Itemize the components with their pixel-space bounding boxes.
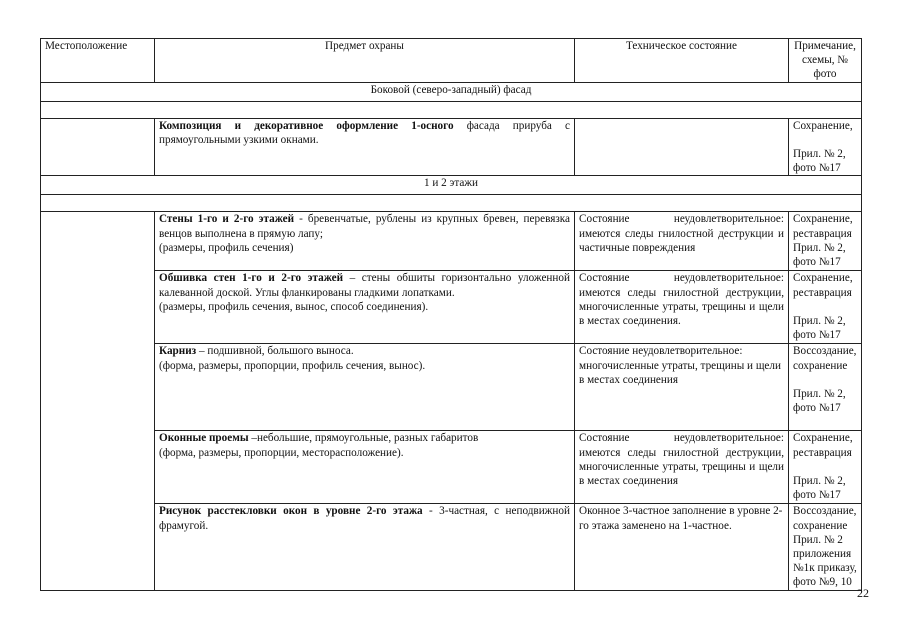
subject-text: - бревенчатые, рублены из крупных бревен, перевязка венцов выполнена в прямую лапу; (размеры, профиль сечения): [159, 213, 570, 254]
header-note: Примечание, схемы, № фото: [789, 39, 862, 83]
table-row: [41, 344, 862, 431]
row-location: [41, 212, 155, 590]
header-location: Местоположение: [41, 39, 155, 83]
subject-title: Композиция и декоративное оформление 1-осного: [159, 119, 454, 132]
row-note: Воссоздание, сохранение Прил. № 2, фото №17: [789, 344, 862, 431]
section-row-floors: [41, 176, 862, 195]
row-note: Сохранение, Прил. № 2, фото №17: [789, 118, 862, 176]
table-header-row: [41, 39, 862, 83]
row-subject: [155, 271, 575, 344]
row-condition: Состояние неудовлетворительное: многочисленные утраты, трещины и щели в местах соединения: [575, 344, 789, 431]
table-row: [41, 118, 862, 176]
spacer-row: [41, 101, 862, 118]
subject-title: Рисунок расстекловки окон в уровне 2-го этажа: [159, 505, 423, 518]
header-subject: Предмет охраны: [155, 39, 575, 83]
subject-text: – стены обшиты горизонтально уложенной калеванной доской. Углы фланкированы гладкими лопатками. (размеры, профиль сечения, вынос, способ соединения).: [159, 272, 570, 313]
subject-title: Оконные проемы: [159, 432, 249, 445]
row-condition: Оконное 3-частное заполнение в уровне 2-го этажа заменено на 1-частное.: [575, 504, 789, 590]
row-note: Сохранение, реставрация Прил. № 2, фото №17: [789, 271, 862, 344]
row-subject: [155, 212, 575, 271]
row-subject: [155, 504, 575, 590]
row-subject: [155, 344, 575, 431]
section-title-floors: 1 и 2 этажи: [41, 176, 862, 195]
table-row: [41, 431, 862, 504]
row-subject: [155, 431, 575, 504]
page-number: 22: [857, 586, 869, 600]
row-condition: [575, 118, 789, 176]
subject-text: –небольшие, прямоугольные, разных габаритов (форма, размеры, пропорции, месторасположение).: [159, 432, 479, 459]
subject-text: – подшивной, большого выноса. (форма, размеры, пропорции, профиль сечения, вынос).: [159, 345, 426, 372]
row-location: [41, 118, 155, 176]
row-note: Сохранение, реставрация Прил. № 2, фото №17: [789, 431, 862, 504]
header-condition: Техническое состояние: [575, 39, 789, 83]
heritage-protection-table: [40, 38, 862, 591]
row-note: Воссоздание, сохранение Прил. № 2 приложения №1к приказу, фото №9, 10: [789, 504, 862, 590]
row-condition: Состояние неудовлетворительное: имеются следы гнилостной деструкции и частичные повреждения: [575, 212, 789, 271]
subject-title: Карниз: [159, 345, 197, 358]
subject-text: - 3-частная, с неподвижной фрамугой.: [159, 505, 570, 532]
subject-title: Стены 1-го и 2-го этажей: [159, 213, 295, 226]
table-row: [41, 504, 862, 590]
row-subject: [155, 118, 575, 176]
table-row: [41, 212, 862, 271]
section-title-facade: Боковой (северо-западный) фасад: [41, 82, 862, 101]
subject-text: фасада прируба с прямоугольными узкими окнами.: [159, 119, 570, 146]
row-condition: Состояние неудовлетворительное: имеются следы гнилостной деструкции, многочисленные утраты, трещины и щели в местах соединения: [575, 431, 789, 504]
spacer-row: [41, 195, 862, 212]
table-row: [41, 271, 862, 344]
subject-title: Обшивка стен 1-го и 2-го этажей: [159, 272, 344, 285]
row-note: Сохранение, реставрация Прил. № 2, фото №17: [789, 212, 862, 271]
section-row-facade: [41, 82, 862, 101]
row-condition: Состояние неудовлетворительное: имеются следы гнилостной деструкции, многочисленные утраты, трещины и щели в местах соединения.: [575, 271, 789, 344]
